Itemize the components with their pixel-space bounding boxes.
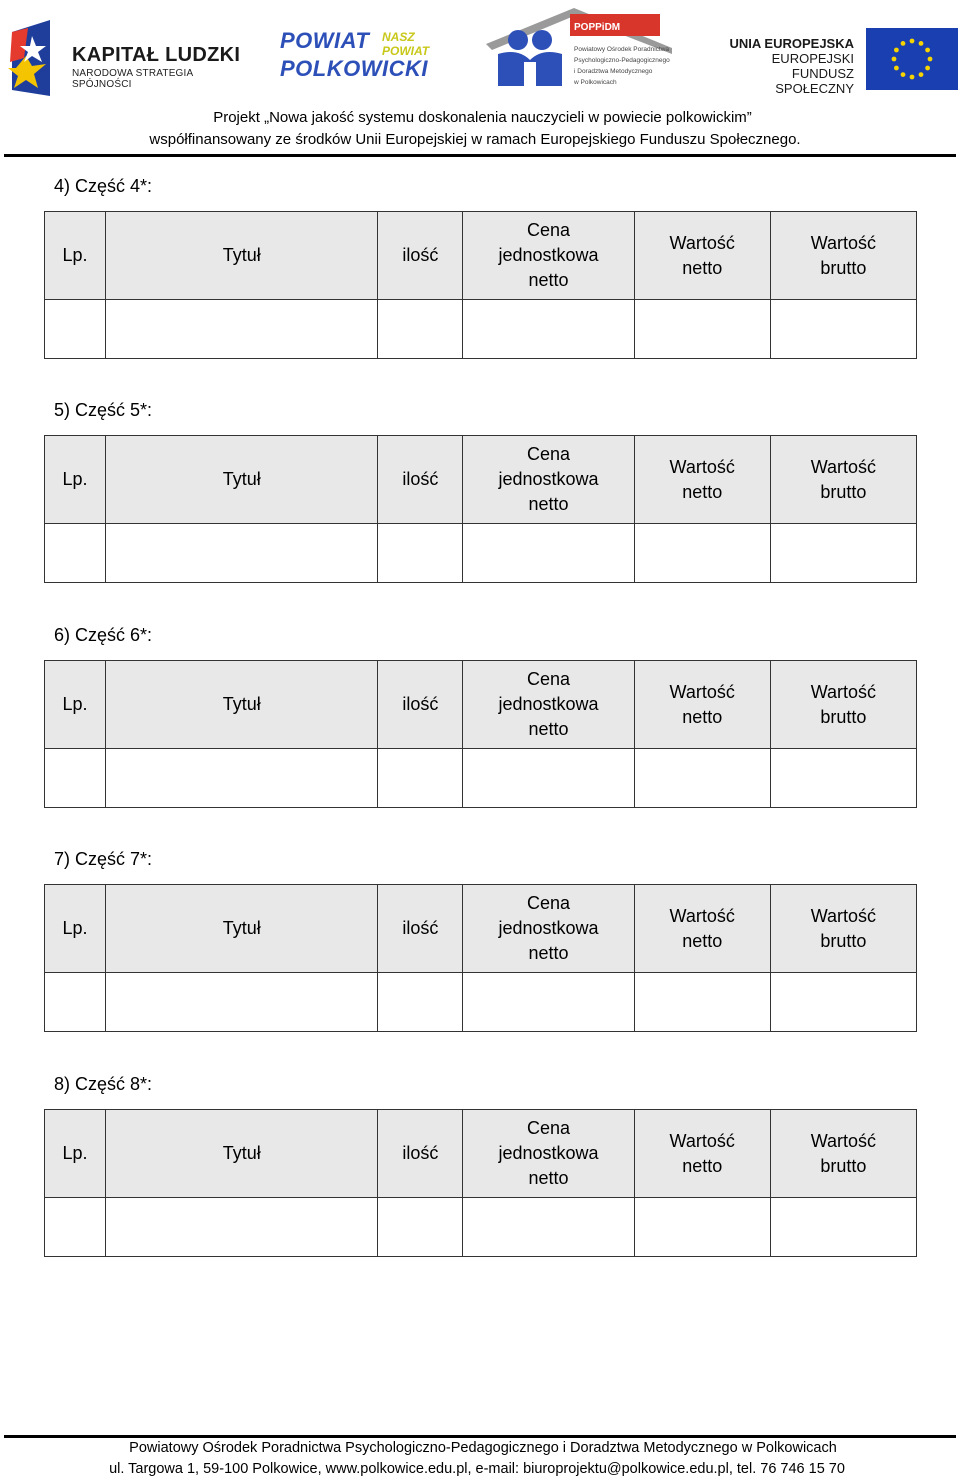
ue-line: FUNDUSZ SPOŁECZNY (775, 66, 854, 96)
header-text: Wartość (810, 681, 877, 702)
col-unit-price-cell[interactable] (463, 749, 634, 808)
section-label: 4) Część 4*: (54, 176, 153, 196)
section-label: 8) Część 8*: (54, 1074, 153, 1094)
unia-europejska-logo (728, 28, 958, 96)
header-text: brutto (820, 257, 867, 278)
nasz-powiat-tag (382, 30, 429, 58)
nasz-tag: NASZ (382, 30, 415, 44)
col-title-cell[interactable] (106, 973, 378, 1032)
kapital-ludzki-flag-icon (6, 18, 56, 98)
header-text: netto (682, 481, 723, 502)
kapital-ludzki-logo (6, 18, 246, 98)
col-unit-price-header (463, 885, 634, 973)
col-qty-header (378, 436, 463, 524)
footer-institution: Powiatowy Ośrodek Poradnictwa Psychologiczno-Pedagogicznego i Doradztwa Metodycznego w Polkowicach (129, 1440, 837, 1456)
col-lp-header (45, 436, 106, 524)
header-text: netto (528, 719, 569, 739)
poppidm-sub-line: Powiatowy Ośrodek Poradnictwa (574, 46, 670, 53)
col-net-value-cell[interactable] (634, 973, 770, 1032)
header-text: Cena (527, 444, 571, 464)
col-title-cell[interactable] (106, 749, 378, 808)
header-text: Cena (527, 220, 571, 240)
col-net-value-cell[interactable] (634, 524, 770, 583)
header-text: Lp. (62, 918, 88, 938)
table-row (45, 524, 917, 583)
col-qty-header (378, 1110, 463, 1198)
header-text: Wartość (669, 681, 735, 702)
col-net-value-header (634, 885, 770, 973)
col-qty-header (378, 885, 463, 973)
header-text: brutto (820, 706, 867, 727)
col-qty-cell[interactable] (378, 524, 463, 583)
header-text: Lp. (62, 1143, 88, 1163)
col-gross-value-cell[interactable] (770, 749, 916, 808)
table-header-row (45, 885, 917, 973)
header-text: netto (528, 1168, 569, 1188)
order-table (44, 884, 917, 1032)
header-text: Wartość (810, 1130, 877, 1151)
header-text: netto (528, 270, 569, 290)
col-title-header (106, 212, 378, 300)
section-label: 7) Część 7*: (54, 849, 153, 869)
col-gross-value-header (770, 885, 916, 973)
header-text: netto (682, 706, 723, 727)
header-text: Tytuł (222, 918, 261, 938)
section-label: 5) Część 5*: (54, 400, 153, 420)
table-header-row (45, 436, 917, 524)
ue-line: EUROPEJSKI (771, 51, 854, 66)
header-text: ilość (402, 245, 439, 265)
ue-text (728, 36, 854, 96)
table-header-row (45, 212, 917, 300)
header-text: netto (528, 943, 569, 963)
col-qty-cell[interactable] (378, 300, 463, 359)
col-lp-header (45, 885, 106, 973)
header-text: jednostkowa (498, 918, 599, 938)
header-text: jednostkowa (498, 245, 599, 265)
col-gross-value-cell[interactable] (770, 300, 916, 359)
header-text: Wartość (669, 232, 735, 253)
col-lp-cell[interactable] (45, 1198, 106, 1257)
col-net-value-header (634, 661, 770, 749)
col-qty-header (378, 661, 463, 749)
col-gross-value-header (770, 1110, 916, 1198)
col-net-value-header (634, 212, 770, 300)
poppidm-sub-line: Psychologiczno-Pedagogicznego (574, 57, 670, 64)
header-text: Tytuł (222, 245, 261, 265)
header-text: Tytuł (222, 1143, 261, 1163)
header-text: Wartość (669, 1130, 735, 1151)
order-table (44, 1109, 917, 1257)
header-text: netto (528, 494, 569, 514)
col-gross-value-cell[interactable] (770, 1198, 916, 1257)
col-qty-cell[interactable] (378, 973, 463, 1032)
col-net-value-header (634, 436, 770, 524)
table-row (45, 749, 917, 808)
table-row (45, 973, 917, 1032)
header-text: Wartość (810, 905, 877, 926)
table-header-row (45, 1110, 917, 1198)
order-table (44, 211, 917, 359)
col-title-cell[interactable] (106, 1198, 378, 1257)
kapital-ludzki-title: KAPITAŁ LUDZKI (72, 44, 241, 66)
header-divider (4, 154, 956, 157)
col-gross-value-header (770, 212, 916, 300)
header-text: Tytuł (222, 469, 261, 489)
col-qty-header (378, 212, 463, 300)
col-lp-cell[interactable] (45, 749, 106, 808)
header-text: netto (682, 257, 723, 278)
col-qty-cell[interactable] (378, 749, 463, 808)
col-gross-value-cell[interactable] (770, 973, 916, 1032)
order-table (44, 660, 917, 808)
col-lp-cell[interactable] (45, 524, 106, 583)
footer-contact: ul. Targowa 1, 59-100 Polkowice, www.polkowice.edu.pl, e-mail: biuroprojektu@polkowice.edu.pl, tel. 76 746 15 70 (109, 1461, 845, 1477)
header-text: Lp. (62, 245, 88, 265)
header-text: Lp. (62, 469, 88, 489)
header-text: ilość (402, 918, 439, 938)
polkowicki-word: POLKOWICKI (280, 56, 428, 81)
table-header-row (45, 661, 917, 749)
ue-line: UNIA EUROPEJSKA (729, 36, 854, 51)
header-text: jednostkowa (498, 1143, 599, 1163)
col-title-header (106, 1110, 378, 1198)
powiat-word: POWIAT (280, 28, 370, 53)
col-net-value-header (634, 1110, 770, 1198)
poppidm-sub-line: w Polkowicach (574, 79, 617, 86)
col-title-header (106, 661, 378, 749)
order-table (44, 435, 917, 583)
header-text: ilość (402, 469, 439, 489)
header-text: Tytuł (222, 694, 261, 714)
col-unit-price-header (463, 661, 634, 749)
section-label: 6) Część 6*: (54, 625, 153, 645)
header-text: ilość (402, 694, 439, 714)
poppidm-subtitle (574, 44, 670, 88)
col-gross-value-header (770, 436, 916, 524)
header-text: Cena (527, 1118, 571, 1138)
col-lp-header (45, 212, 106, 300)
col-lp-header (45, 1110, 106, 1198)
col-lp-header (45, 661, 106, 749)
header-text: brutto (820, 930, 867, 951)
col-lp-cell[interactable] (45, 300, 106, 359)
header-text: netto (682, 1155, 723, 1176)
header-text: netto (682, 930, 723, 951)
col-title-cell[interactable] (106, 524, 378, 583)
header-text: brutto (820, 1155, 867, 1176)
col-title-header (106, 436, 378, 524)
table-row (45, 300, 917, 359)
col-unit-price-cell[interactable] (463, 524, 634, 583)
col-gross-value-cell[interactable] (770, 524, 916, 583)
col-unit-price-cell[interactable] (463, 1198, 634, 1257)
col-unit-price-header (463, 436, 634, 524)
col-lp-cell[interactable] (45, 973, 106, 1032)
header-text: brutto (820, 481, 867, 502)
header-text: Cena (527, 669, 571, 689)
header-text: ilość (402, 1143, 439, 1163)
col-title-header (106, 885, 378, 973)
project-cofinancing: współfinansowany ze środków Unii Europejskiej w ramach Europejskiego Funduszu Społecznego. (149, 131, 801, 148)
header-text: Wartość (669, 905, 735, 926)
header-text: Wartość (669, 456, 735, 477)
poppidm-sub-line: i Doradztwa Metodycznego (574, 68, 653, 75)
col-title-cell[interactable] (106, 300, 378, 359)
header-text: Lp. (62, 694, 88, 714)
poppidm-name: POPPiDM (574, 22, 621, 33)
footer-divider (4, 1435, 956, 1438)
table-row (45, 1198, 917, 1257)
col-unit-price-header (463, 1110, 634, 1198)
kapital-ludzki-subtitle: NARODOWA STRATEGIA SPÓJNOŚCI (72, 68, 193, 90)
col-unit-price-cell[interactable] (463, 973, 634, 1032)
header-text: Cena (527, 893, 571, 913)
col-net-value-cell[interactable] (634, 300, 770, 359)
poppidm-logo (484, 4, 674, 88)
col-net-value-cell[interactable] (634, 749, 770, 808)
col-net-value-cell[interactable] (634, 1198, 770, 1257)
col-gross-value-header (770, 661, 916, 749)
col-unit-price-header (463, 212, 634, 300)
header-text: Wartość (810, 232, 877, 253)
powiat-tag: POWIAT (382, 44, 430, 58)
eu-flag-icon (866, 28, 958, 90)
header-text: jednostkowa (498, 469, 599, 489)
col-unit-price-cell[interactable] (463, 300, 634, 359)
header-text: Wartość (810, 456, 877, 477)
powiat-polkowicki-logo (280, 28, 440, 84)
col-qty-cell[interactable] (378, 1198, 463, 1257)
header-text: jednostkowa (498, 694, 599, 714)
project-title: Projekt „Nowa jakość systemu doskonalenia nauczycieli w powiecie polkowickim” (213, 109, 752, 126)
